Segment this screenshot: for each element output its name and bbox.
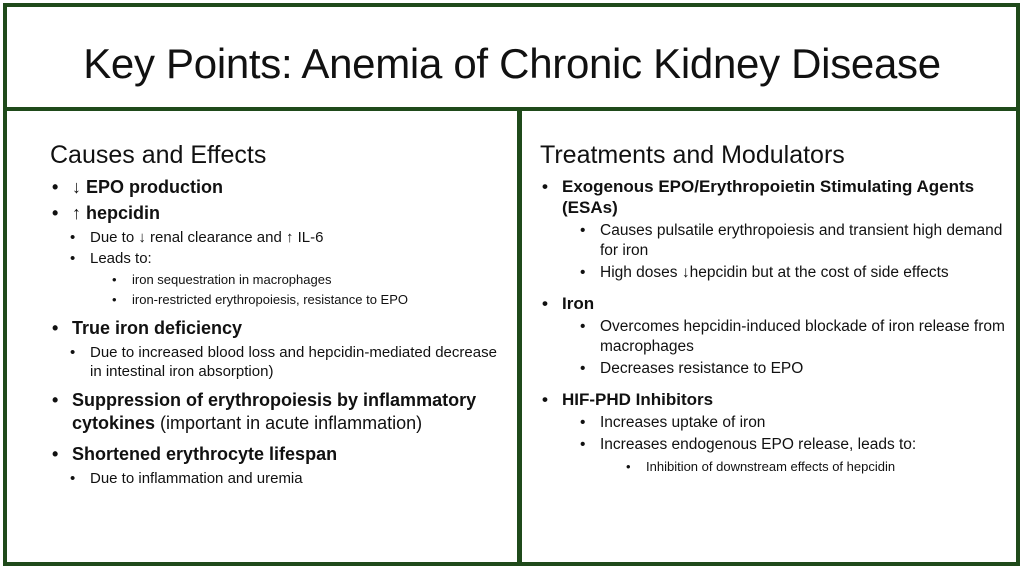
bullet-icon: • — [542, 177, 548, 196]
list-item: • Iron — [542, 294, 595, 313]
bullet-icon: • — [580, 264, 586, 281]
list-item: • Decreases resistance to EPO — [580, 360, 804, 377]
bullet-icon: • — [580, 222, 586, 239]
bullet-icon: • — [542, 294, 548, 313]
list-item: • Due to inflammation and uremia — [70, 470, 303, 487]
list-item: • Overcomes hepcidin-induced blockade of iron release from macrophages — [580, 318, 1005, 355]
bullet-icon: • — [112, 292, 117, 307]
list-item: • ↓ EPO production — [52, 177, 223, 197]
bullet-icon: • — [70, 344, 76, 361]
list-item: • Suppression of erythropoiesis by inflammatory cytokines (important in acute inflammation) — [52, 390, 477, 433]
bullet-icon: • — [70, 250, 76, 267]
list-item: • iron-restricted erythropoiesis, resistance to EPO — [112, 292, 408, 307]
list-item: • Leads to: — [70, 250, 152, 267]
list-item: • iron sequestration in macrophages — [112, 272, 332, 287]
list-item: • Exogenous EPO/Erythropoietin Stimulating Agents (ESAs) — [542, 177, 975, 217]
bullet-icon: • — [542, 390, 548, 409]
list-item: • Due to ↓ renal clearance and ↑ IL-6 — [70, 229, 324, 246]
bullet-icon: • — [626, 459, 631, 474]
column-divider — [517, 111, 522, 566]
causes-list — [50, 176, 510, 488]
bullet-icon: • — [52, 177, 59, 197]
list-item: • ↑ hepcidin — [52, 203, 161, 223]
bullet-icon: • — [52, 318, 59, 338]
treatments-heading: Treatments and Modulators — [540, 141, 845, 169]
bullet-icon: • — [52, 203, 59, 223]
slide-title: Key Points: Anemia of Chronic Kidney Disease — [83, 40, 941, 87]
treatments-column — [540, 138, 1010, 477]
list-item: • Shortened erythrocyte lifespan — [52, 444, 338, 464]
treatments-list — [540, 176, 1010, 476]
bullet-icon: • — [580, 360, 586, 377]
title-divider — [3, 107, 1020, 111]
list-item: • Causes pulsatile erythropoiesis and transient high demand for iron — [580, 222, 1003, 259]
bullet-icon: • — [580, 436, 586, 453]
list-item: • High doses ↓hepcidin but at the cost of side effects — [580, 264, 949, 281]
list-item: • Increases endogenous EPO release, leads to: — [580, 436, 917, 453]
causes-column — [50, 138, 510, 490]
bullet-icon: • — [70, 229, 76, 246]
list-item: • Increases uptake of iron — [580, 414, 766, 431]
causes-heading: Causes and Effects — [50, 141, 267, 169]
bullet-icon: • — [70, 470, 76, 487]
list-item: • Inhibition of downstream effects of hepcidin — [626, 459, 896, 474]
bullet-icon: • — [580, 414, 586, 431]
bullet-icon: • — [112, 272, 117, 287]
bullet-icon: • — [52, 390, 59, 410]
list-item: • HIF-PHD Inhibitors — [542, 390, 714, 409]
bullet-icon: • — [52, 444, 59, 464]
list-item: • True iron deficiency — [52, 318, 243, 338]
list-item: • Due to increased blood loss and hepcidin-mediated decrease in intestinal iron absorption) — [70, 344, 497, 380]
bullet-icon: • — [580, 318, 586, 335]
